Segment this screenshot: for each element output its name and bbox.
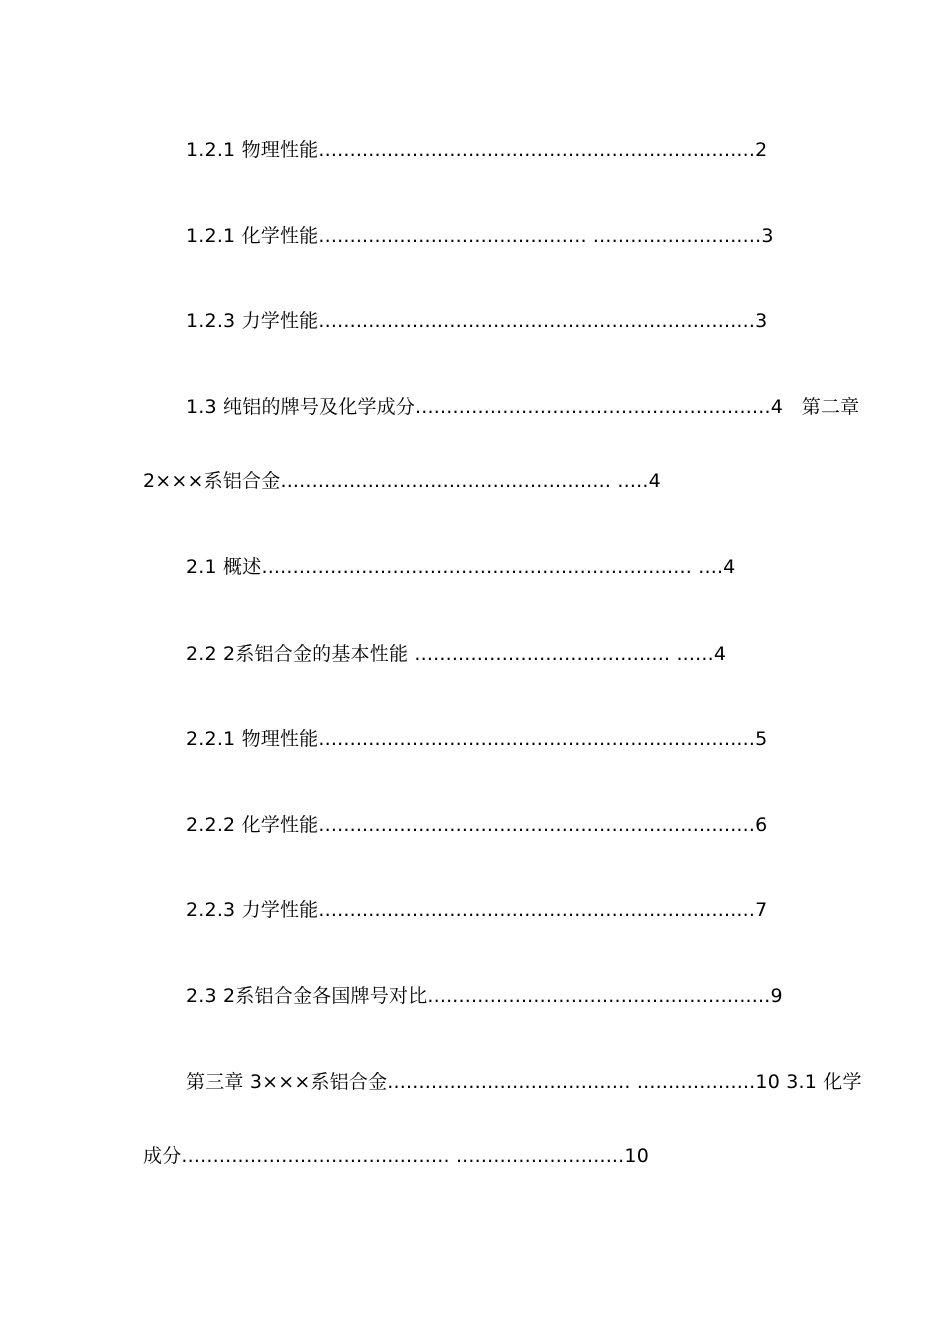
toc-entry-2-1-overview: 2.1 概述..................................................................... ....4 [186,556,736,578]
toc-entry-2-2-basic-properties: 2.2 2系铝合金的基本性能 ......................................... ......4 [186,643,727,665]
toc-entry-chapter-3: 第三章 3×××系铝合金....................................... ...................10 3.1 化学 [186,1071,862,1093]
toc-entry-2-2-1-physical: 2.2.1 物理性能......................................................................5 [186,728,768,750]
toc-entry-1-3-pure-aluminum: 1.3 纯铝的牌号及化学成分.........................................................4 第二章 [186,396,860,418]
toc-entry-2-2-2-chemical: 2.2.2 化学性能......................................................................6 [186,814,768,836]
toc-entry-1-2-1-physical: 1.2.1 物理性能......................................................................2 [186,139,768,161]
toc-entry-1-2-3-mechanical: 1.2.3 力学性能......................................................................3 [186,310,768,332]
toc-entry-2-2-3-mechanical: 2.2.3 力学性能......................................................................7 [186,899,768,921]
toc-entry-3-1-composition: 成分........................................... ...........................10 [143,1145,649,1167]
toc-entry-chapter-2: 2×××系铝合金..................................................... .....4 [143,470,661,492]
toc-entry-2-3-grade-comparison: 2.3 2系铝合金各国牌号对比.......................................................9 [186,985,783,1007]
toc-entry-1-2-1-chemical: 1.2.1 化学性能........................................... ...........................3 [186,225,774,247]
